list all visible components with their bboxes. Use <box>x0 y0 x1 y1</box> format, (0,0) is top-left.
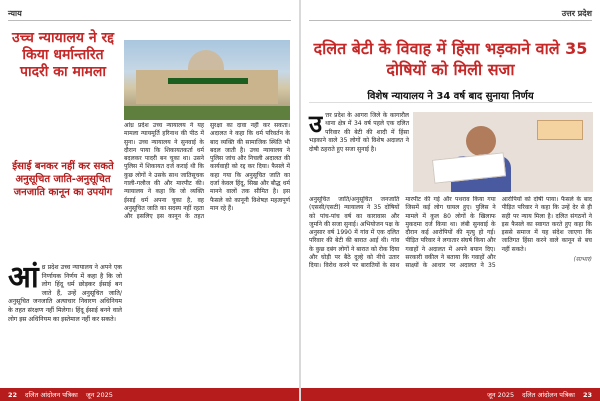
header-rule-right <box>309 20 592 21</box>
left-page <box>0 0 299 401</box>
left-lead-paragraph <box>8 260 122 324</box>
person-head <box>466 126 496 156</box>
court-lawn <box>124 106 290 120</box>
right-dropcap: उ <box>309 110 323 138</box>
court-building <box>136 70 278 104</box>
header-rule-left <box>8 20 291 21</box>
right-footer-magazine: दलित आंदोलन पत्रिका <box>522 391 575 399</box>
photo-logo <box>537 120 583 140</box>
right-lead-paragraph <box>309 112 409 154</box>
right-body-columns <box>309 196 592 382</box>
subheadline-rule <box>309 102 592 103</box>
left-footer-magazine: दलित आंदोलन पत्रिका <box>25 391 78 399</box>
right-byline: (साभार) <box>573 256 592 264</box>
left-dropcap: आं <box>8 260 39 295</box>
left-headline-block <box>8 30 118 81</box>
left-subheadline: ईसाई बनकर नहीं कर सकते अनुसूचित जाति-अनुसूचित जनजाति कानून का उपयोग <box>12 161 114 198</box>
court-signboard <box>168 78 248 84</box>
section-label-left: न्याय <box>8 8 22 18</box>
right-footer-date: जून 2025 <box>487 391 515 399</box>
right-headline-block <box>309 38 592 80</box>
right-lead-text: त्तर प्रदेश के आगरा जिले के कागारौल थाना क्षेत्र में 34 वर्ष पहले एक दलित परिवार की बेटी की शादी में हिंसा भड़काने वाले 35 लोगों को विशेष अदालत ने दोषी ठहराते हुए सजा सुनाई है। <box>309 112 409 153</box>
high-court-photo <box>124 40 290 120</box>
left-footer <box>0 388 299 401</box>
left-page-number: 22 <box>8 390 18 399</box>
left-section-bar <box>8 6 291 20</box>
left-body-columns: आंध्र प्रदेश उच्च न्यायालय ने यह मामला न्यायमूर्ति हरिनाथ की पीठ में सुना। उच्च न्यायालय ने सुनवाई के दौरान पाया कि शिकायतकर्ता धर्म बदलकर पादरी बन चुका था। उसने पुलिस में शिकायत दर्ज कराई थी कि कुछ लोगों ने उसके साथ जातिसूचक गाली-गलौज की और मारपीट की। न्यायालय ने कहा कि जो व्यक्ति ईसाई धर्म अपना चुका है, वह अनुसूचित जाति का सदस्य नहीं रहता और इसलिए इस कानून के तहत सुरक्षा का दावा नहीं कर सकता। अदालत ने कहा कि धर्म परिवर्तन के बाद व्यक्ति की सामाजिक स्थिति भी बदल जाती है। उच्च न्यायालय ने पुलिस जांच और निचली अदालत की कार्यवाही को रद्द कर दिया। फैसले में कहा गया कि अनुसूचित जाति का दर्जा केवल हिंदू, सिख और बौद्ध धर्म मानने वालों तक सीमित है। इस फैसले को कानूनी विशेषज्ञ महत्वपूर्ण मान रहे हैं। <box>124 122 290 221</box>
right-footer <box>301 388 600 401</box>
right-page <box>301 0 600 401</box>
left-lead-text: ध्र प्रदेश उच्च न्यायालय ने अपने एक निर्णायक निर्णय में कहा है कि जो लोग हिंदू धर्म छोड़कर ईसाई बन जाते हैं, उन्हें अनुसूचित जाति/अनुसूचित जनजाति अत्याचार निवारण अधिनियम के तहत संरक्षण नहीं मिलेगा। हिंदू ईसाई बनने वाले लोग इस अधिनियम का इस्तेमाल नहीं कर सकते। <box>8 264 122 323</box>
right-section-bar <box>309 6 592 20</box>
section-label-right: उत्तर प्रदेश <box>561 8 592 18</box>
right-body-text: अनुसूचित जाति/अनुसूचित जनजाति (एससी/एसटी) न्यायालय ने 35 दोषियों को पांच-पांच वर्ष का कारावास और जुर्माने की सजा सुनाई। अभियोजन पक्ष के अनुसार वर्ष 1990 में गांव में एक दलित परिवार की बेटी की बारात आई थी। गांव के कुछ दबंग लोगों ने बारात को रोक दिया और घोड़ी पर बैठे दूल्हे को नीचे उतार दिया। विरोध करने पर बारातियों के साथ मारपीट की गई और पथराव किया गया जिसमें कई लोग घायल हुए। पुलिस ने मामले में कुल 80 लोगों के खिलाफ मुकदमा दर्ज किया था। लंबी सुनवाई के दौरान कई आरोपियों की मृत्यु हो गई। पीड़ित परिवार ने लगातार संघर्ष किया और गवाहों ने अदालत में अपने बयान दिए। सरकारी वकील ने बताया कि गवाहों और साक्ष्यों के आधार पर अदालत ने 35 आरोपियों को दोषी पाया। फैसले के बाद पीड़ित परिवार ने कहा कि उन्हें देर से ही सही पर न्याय मिला है। दलित संगठनों ने इस फैसले का स्वागत करते हुए कहा कि इससे समाज में यह संदेश जाएगा कि जातिगत हिंसा करने वाले कानून से बच नहीं सकते। <box>309 196 592 270</box>
right-headline: दलित बेटी के विवाह में हिंसा भड़काने वाले 35 दोषियों को मिली सजा <box>313 39 588 79</box>
right-page-number: 23 <box>582 390 592 399</box>
left-headline: उच्च न्यायालय ने रद्द किया धर्मान्तरित पादरी का मामला <box>12 30 114 80</box>
accused-photo <box>413 112 593 192</box>
left-footer-date: जून 2025 <box>85 391 113 399</box>
right-subheadline: विशेष न्यायालय ने 34 वर्ष बाद सुनाया निर्णय <box>367 91 534 102</box>
